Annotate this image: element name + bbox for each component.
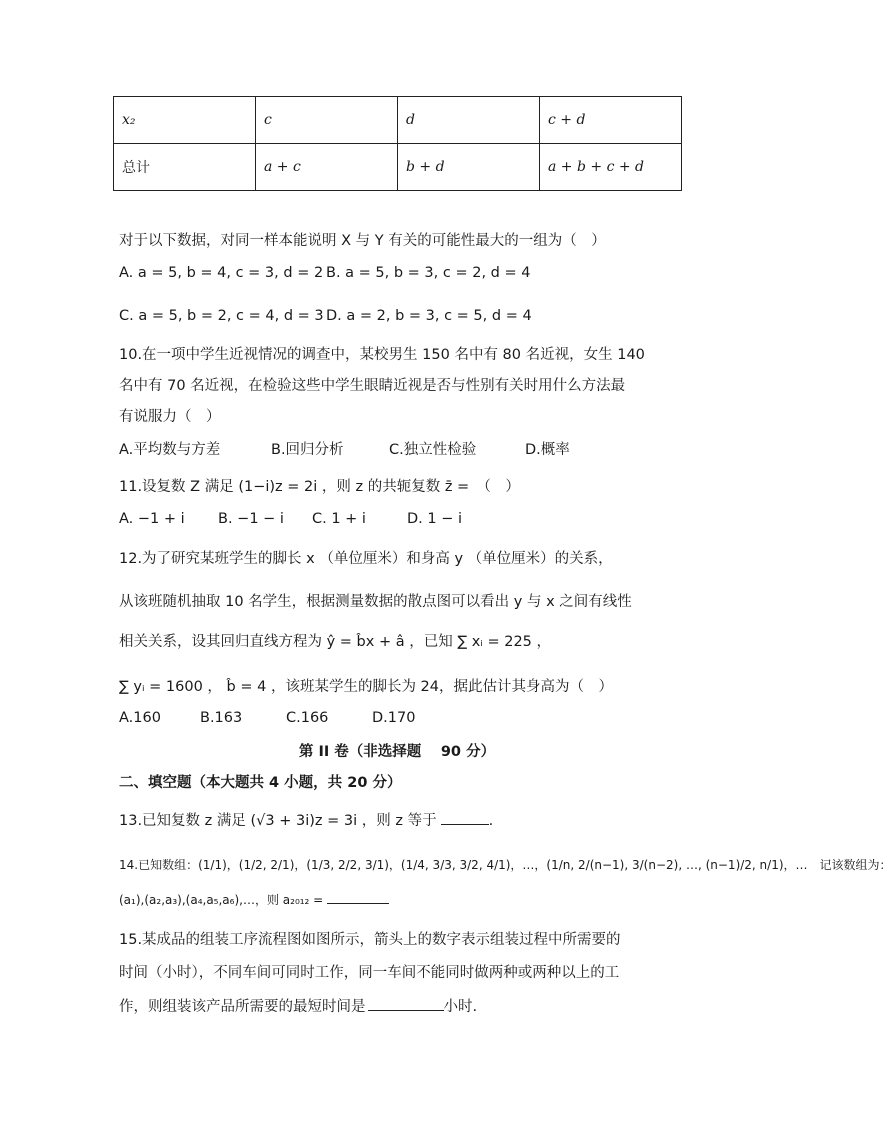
q11-option-a: A. −1 + i [119,511,185,527]
q9-option-d: D. a = 2, b = 3, c = 5, d = 4 [326,308,532,324]
q13-end: . [488,813,494,829]
answer-blank [441,810,489,825]
q12-option-b: B.163 [200,710,243,726]
q12-option-a: A.160 [119,710,161,726]
table-row [114,97,682,144]
q10-option-d: D.概率 [525,442,570,458]
q15-line3-end: 小时. [443,999,478,1015]
answer-blank [327,889,389,904]
q15-line3: 作，则组装该产品所需要的最短时间是 [119,999,366,1015]
q12-option-d: D.170 [372,710,416,726]
part2-title: 第 II 卷（非选择题 90 分） [298,744,496,760]
q9-stem: 对于以下数据，对同一样本能说明 X 与 Y 有关的可能性最大的一组为（ ） [119,233,606,249]
q9-option-b: B. a = 5, b = 3, c = 2, d = 4 [326,265,531,281]
q12-option-c: C.166 [286,710,329,726]
q14-line2: (a₁),(a₂,a₃),(a₄,a₅,a₆),…，则 a₂₀₁₂ = [119,893,324,907]
q12-line3: 相关关系，设其回归直线方程为 ŷ = b̂x + â ，已知 ∑ xᵢ = 225 ， [119,634,552,650]
table-row [114,144,682,191]
q11-option-c: C. 1 + i [312,511,366,527]
table-cell: a + b + c + d [540,144,682,191]
q10-line2: 名中有 70 名近视，在检验这些中学生眼睛近视是否与性别有关时用什么方法最 [119,378,626,394]
q15-line2: 时间（小时），不同车间可同时工作，同一车间不能同时做两种或两种以上的工 [119,965,620,981]
q11-stem: 11.设复数 Z 满足 (1−i)z = 2i ，则 z 的共轭复数 z̄ = （ ） [119,479,520,495]
table-cell: x₂ [114,97,256,144]
q12-line1: 12.为了研究某班学生的脚长 x （单位厘米）和身高 y （单位厘米）的关系， [119,551,613,567]
q11-option-b: B. −1 − i [218,511,284,527]
q14-line2-wrap [119,889,389,908]
table-cell: b + d [398,144,540,191]
q10-option-c: C.独立性检验 [389,442,477,458]
table-cell: c + d [540,97,682,144]
q13-text: 13.已知复数 z 满足 (√3 + 3i)z = 3i ，则 z 等于 [119,813,437,829]
q11-option-d: D. 1 − i [407,511,463,527]
contingency-table [113,96,682,191]
table-cell: a + c [256,144,398,191]
q12-line2: 从该班随机抽取 10 名学生，根据测量数据的散点图可以看出 y 与 x 之间有线性 [119,594,632,610]
q10-line3: 有说服力（ ） [119,409,221,425]
q14-line1: 14.已知数组：(1/1)，(1/2, 2/1)，(1/3, 2/2, 3/1)，(1/4, 3/3, 3/2, 4/1)，…，(1/n, 2/(n−1), 3/(n−2), …, (n−1)/2, n/1)，… 记该数组为： [119,858,892,872]
q12-line4: ∑ yᵢ = 1600 ， b̂ = 4 ，该班某学生的脚长为 24，据此估计其身高为（ ） [119,679,614,695]
q10-option-a: A.平均数与方差 [119,442,221,458]
table-cell: 总计 [114,144,256,191]
q9-option-c: C. a = 5, b = 2, c = 4, d = 3 [119,308,324,324]
table-cell: c [256,97,398,144]
section-title: 二、填空题（本大题共 4 小题，共 20 分） [119,775,402,791]
q10-line1: 10.在一项中学生近视情况的调查中，某校男生 150 名中有 80 名近视，女生 140 [119,347,645,363]
answer-blank [368,996,444,1011]
q9-option-a: A. a = 5, b = 4, c = 3, d = 2 [119,265,324,281]
q15-line3-wrap [119,995,477,1016]
q15-line1: 15.某成品的组装工序流程图如图所示，箭头上的数字表示组装过程中所需要的 [119,932,621,948]
table-cell: d [398,97,540,144]
q13-line [119,809,493,830]
q10-option-b: B.回归分析 [271,442,344,458]
